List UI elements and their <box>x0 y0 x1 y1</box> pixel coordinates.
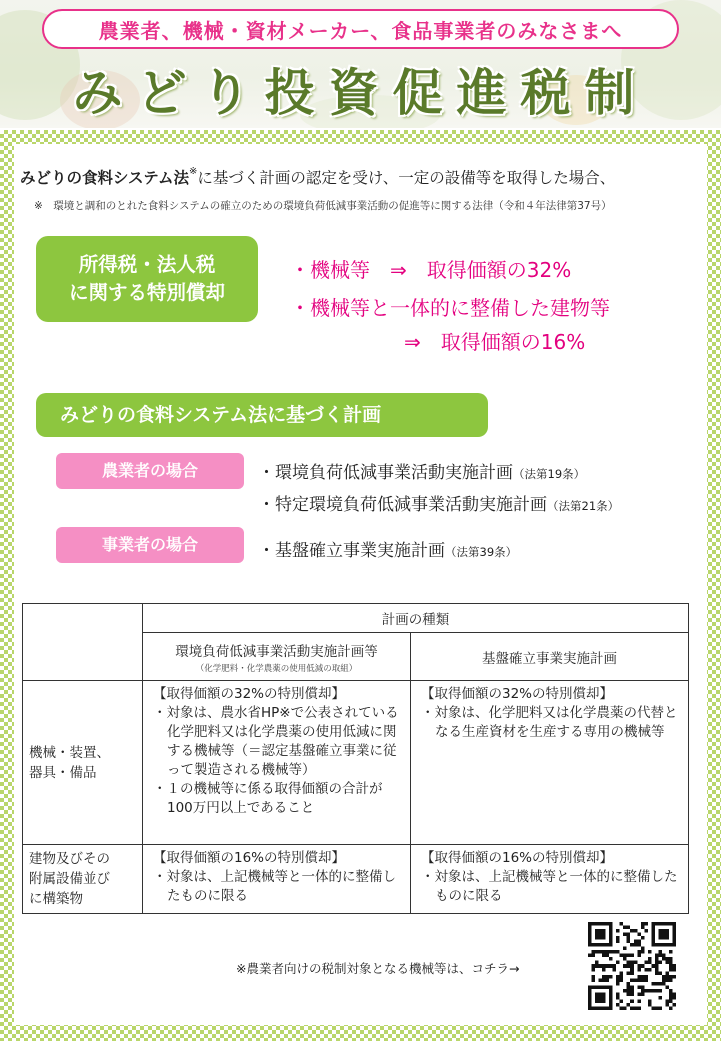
intro-text <box>20 166 710 188</box>
table-cell: 【取得価額の16%の特別償却】 ・対象は、上記機械等と一体的に整備したものに限る <box>411 845 689 914</box>
table-col2-header: 基盤確立事業実施計画 <box>411 633 689 681</box>
tax-box-line2: に関する特別償却 <box>68 281 225 304</box>
note-mark: ※ <box>188 166 198 177</box>
tax-rate-machinery: ・機械等 ⇒ 取得価額の32% <box>290 258 572 282</box>
table-corner-cell <box>23 604 143 681</box>
table-row-label: 建物及びその 附属設備並び に構築物 <box>23 845 143 914</box>
header-area <box>0 0 721 128</box>
tax-rate-buildings-value: ⇒ 取得価額の16% <box>404 330 586 354</box>
table-col1-subheader: （化学肥料・化学農薬の使用低減の取組） <box>195 663 358 674</box>
plan-item: ・環境負荷低減事業活動実施計画（法第19条） <box>258 463 586 483</box>
farmer-tag: 農業者の場合 <box>56 453 244 489</box>
tax-rate-buildings-label: ・機械等と一体的に整備した建物等 <box>290 296 610 320</box>
table-cell: 【取得価額の16%の特別償却】 ・対象は、上記機械等と一体的に整備したものに限る <box>143 845 411 914</box>
qr-code[interactable] <box>588 922 676 1010</box>
plans-heading: みどりの食料システム法に基づく計画 <box>36 393 488 437</box>
table-row-label: 機械・装置、 器具・備品 <box>23 681 143 845</box>
plan-item: ・特定環境負荷低減事業活動実施計画（法第21条） <box>258 495 620 515</box>
tax-box-line1: 所得税・法人税 <box>78 253 216 276</box>
table-cell: 【取得価額の32%の特別償却】 ・対象は、農水省HP※で公表されている化学肥料又は化学農薬の使用低減に関する機械等（＝認定基盤確立事業に従って製造される機械等） ・１の機械等に係る取得価額の合計が100万円以上であること <box>143 681 411 845</box>
table-top-header: 計画の種類 <box>143 604 689 633</box>
qr-pointer-note: ※農業者向けの税制対象となる機械等は、コチラ→ <box>236 961 520 976</box>
law-footnote: ※ 環境と調和のとれた食料システムの確立のための環境負荷低減事業活動の促進等に関する法律（令和４年法律第37号） <box>34 200 612 212</box>
plan-comparison-table <box>22 603 689 914</box>
tax-category-box <box>36 236 258 322</box>
audience-banner: 農業者、機械・資材メーカー、食品事業者のみなさまへ <box>42 9 679 49</box>
plan-item: ・基盤確立事業実施計画（法第39条） <box>258 541 518 561</box>
table-cell: 【取得価額の32%の特別償却】 ・対象は、化学肥料又は化学農薬の代替となる生産資材を生産する専用の機械等 <box>411 681 689 845</box>
table-row <box>23 845 689 914</box>
page-title: みどり投資促進税制 <box>72 64 649 122</box>
business-tag: 事業者の場合 <box>56 527 244 563</box>
intro-rest: に基づく計画の認定を受け、一定の設備等を取得した場合、 <box>197 169 616 187</box>
table-row <box>23 681 689 845</box>
law-name: みどりの食料システム法 <box>20 169 189 187</box>
table-col1-header: 環境負荷低減事業活動実施計画等 （化学肥料・化学農薬の使用低減の取組） <box>143 633 411 681</box>
